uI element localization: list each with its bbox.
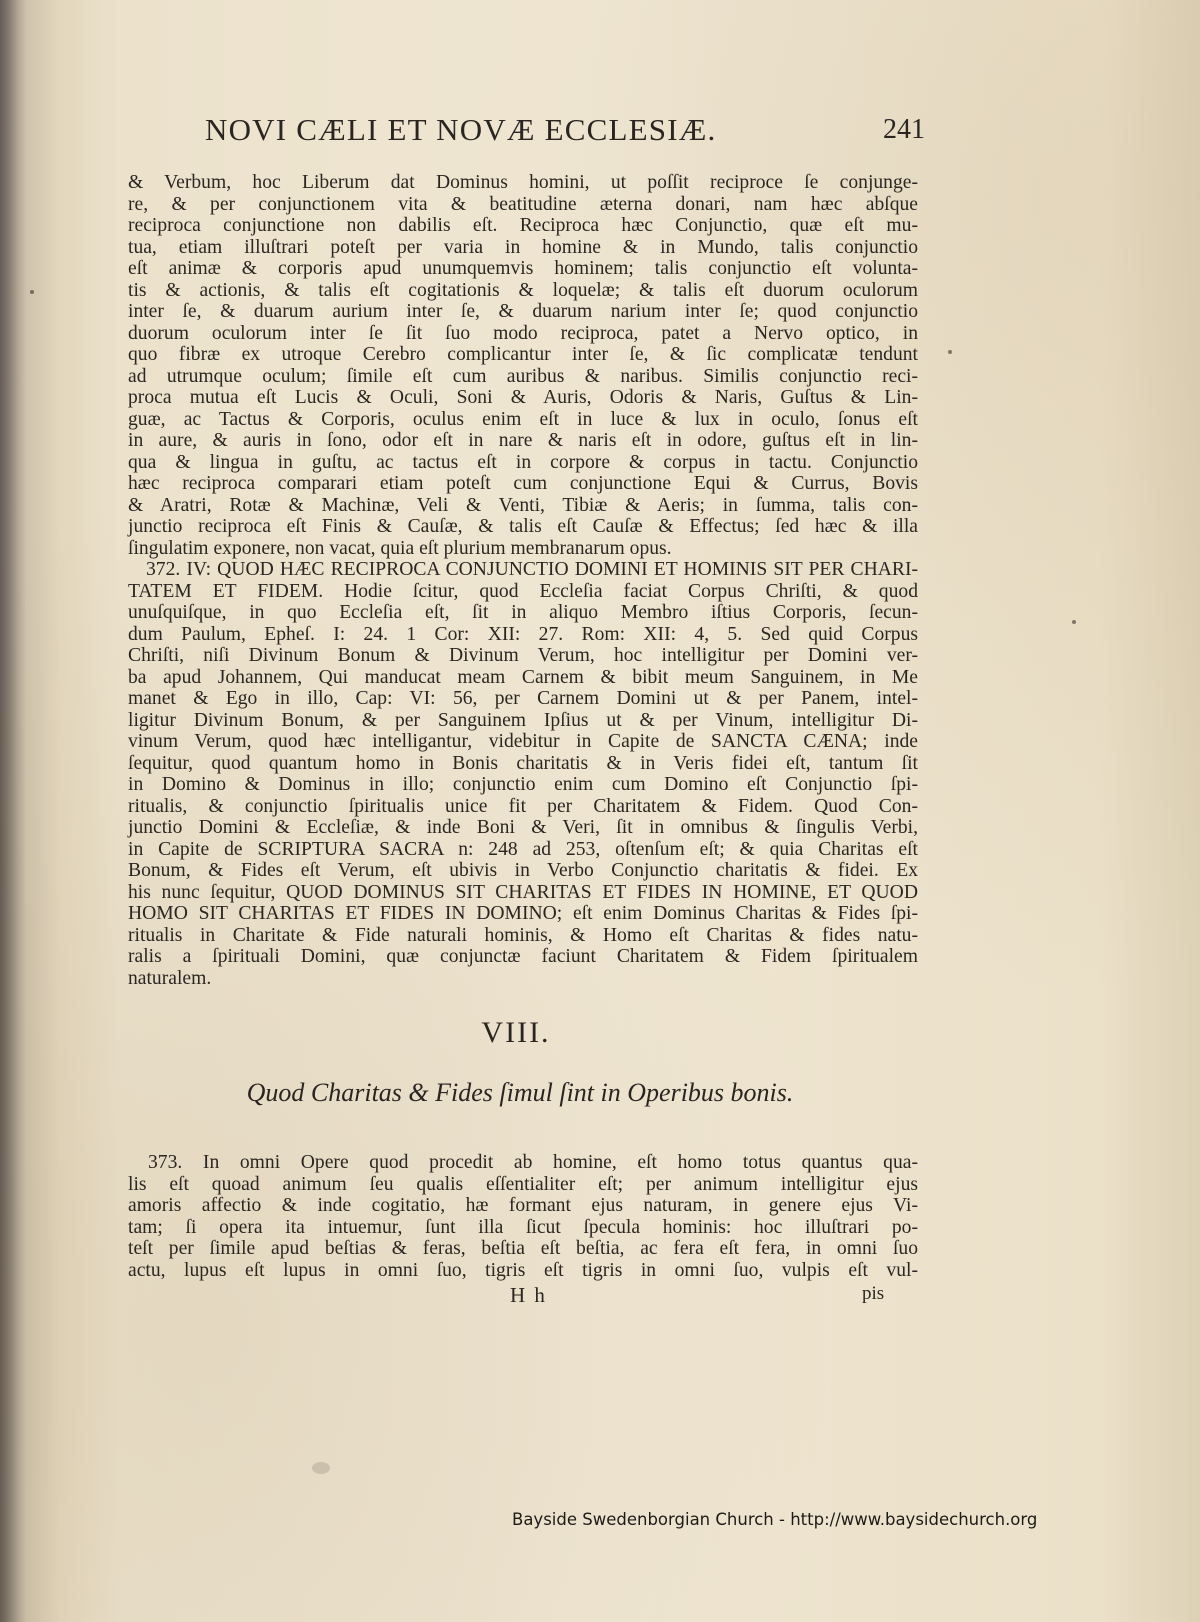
text-line: duorum oculorum inter ſe ſit ſuo modo reciproca, patet a Nervo optico, in xyxy=(128,322,918,344)
text-line: guæ, ac Tactus & Corporis, oculus enim eſt in luce & lux in oculo, ſonus eſt xyxy=(128,408,918,430)
text-line: in Domino & Dominus in illo; conjunctio enim cum Domino eſt Conjunctio ſpi- xyxy=(128,774,918,795)
text-line: ritualis, & conjunctio ſpiritualis unice fit per Charitatem & Fidem. Quod Con- xyxy=(128,795,918,817)
text-line: ba apud Johannem, Qui manducat meam Carnem & bibit meum Sanguinem, in Me xyxy=(128,666,918,688)
text-line: ligitur Divinum Bonum, & per Sanguinem Ipſius ut & per Vinum, intelligitur Di- xyxy=(128,709,918,731)
text-line: re, & per conjunctionem vita & beatitudine æterna donari, nam hæc abſque xyxy=(128,193,918,215)
text-line: reciproca conjunctione non dabilis eſt. Reciproca hæc Conjunctio, quæ eſt mu- xyxy=(128,215,918,236)
page-number: 241 xyxy=(883,114,925,145)
text-line: 372. IV: QUOD HÆC RECIPROCA CONJUNCTIO DOMINI ET HOMINIS SIT PER CHARI- xyxy=(146,559,918,580)
text-line: naturalem. xyxy=(128,967,212,989)
text-line: teſt per ſimile apud beſtias & feras, beſtia eſt beſtia, ac fera eſt fera, in omni ſuo xyxy=(128,1238,918,1259)
text-line: tua, etiam illuſtrari poteſt per varia in homine & in Mundo, talis conjunctio xyxy=(128,236,918,258)
text-line: vinum Verum, quod hæc intelligantur, videbitur in Capite de SANCTA CÆNA; inde xyxy=(128,731,918,752)
text-line: tam; ſi opera ita intuemur, ſunt illa ſicut ſpecula hominis: hoc illuſtrari po- xyxy=(128,1216,918,1238)
text-line: eſt animæ & corporis apud unumquemvis hominem; talis conjunctio eſt volunta- xyxy=(128,258,918,279)
text-line: tis & actionis, & talis eſt cogitationis & loquelæ; & talis eſt duorum oculorum xyxy=(128,279,918,301)
text-line: ritualis in Charitate & Fide naturali hominis, & Homo eſt Charitas & fides natu- xyxy=(128,924,918,946)
text-line: & Verbum, hoc Liberum dat Dominus homini, ut poſſit reciproce ſe conjunge- xyxy=(128,172,918,193)
text-line: in aure, & auris in ſono, odor eſt in nare & naris eſt in odore, guſtus eſt in lin- xyxy=(128,430,918,451)
text-line: manet & Ego in illo, Cap: VI: 56, per Carnem Domini ut & per Panem, intel- xyxy=(128,688,918,709)
text-line: HOMO SIT CHARITAS ET FIDES IN DOMINO; eſt enim Dominus Charitas & Fides ſpi- xyxy=(128,903,918,924)
text-line: ralis a ſpirituali Domini, quæ conjunctæ faciunt Charitatem & Fidem ſpiritualem xyxy=(128,946,918,967)
running-head-title: NOVI CÆLI ET NOVÆ ECCLESIÆ. xyxy=(205,112,717,147)
text-line: proca mutua eſt Lucis & Oculi, Soni & Auris, Odoris & Naris, Guſtus & Lin- xyxy=(128,387,918,408)
text-line: qua & lingua in guſtu, ac tactus eſt in corpore & corpus in tactu. Conjunctio xyxy=(128,451,918,473)
ink-smudge xyxy=(312,1462,330,1474)
text-line: dum Paulum, Epheſ. I: 24. 1 Cor: XII: 27. Rom: XII: 4, 5. Sed quid Corpus xyxy=(128,623,918,645)
text-line: junctio Domini & Eccleſiæ, & inde Boni & Veri, ſit in omnibus & ſingulis Verbi, xyxy=(128,817,918,838)
text-line: unuſquiſque, in quo Eccleſia eſt, ſit in aliquo Membro iſtius Corporis, ſecun- xyxy=(128,602,918,623)
text-line: his nunc ſequitur, QUOD DOMINUS SIT CHARITAS ET FIDES IN HOMINE, ET QUOD xyxy=(128,881,918,903)
text-line: ſequitur, quod quantum homo in Bonis charitatis & in Veris fidei eſt, tantum ſit xyxy=(128,752,918,774)
text-line: Chriſti, niſi Divinum Bonum & Divinum Verum, hoc intelligitur per Domini ver- xyxy=(128,645,918,666)
text-line: & Aratri, Rotæ & Machinæ, Veli & Venti, Tibiæ & Aeris; in ſumma, talis con- xyxy=(128,494,918,516)
text-line: TATEM ET FIDEM. Hodie ſcitur, quod Eccleſia faciat Corpus Chriſti, & quod xyxy=(128,580,918,602)
text-line: junctio reciproca eſt Finis & Cauſæ, & talis eſt Cauſæ & Effectus; ſed hæc & illa xyxy=(128,516,918,537)
text-line: Bonum, & Fides eſt Verum, eſt ubivis in Verbo Conjunctio charitatis & fidei. Ex xyxy=(128,860,918,881)
catchword: pis xyxy=(862,1283,885,1304)
paragraph-372 xyxy=(128,559,918,989)
running-head xyxy=(205,112,925,156)
section-number: VIII. xyxy=(481,1016,551,1049)
signature-mark: H h xyxy=(510,1283,547,1307)
paragraph-373 xyxy=(128,1152,918,1281)
text-line: in Capite de SCRIPTURA SACRA n: 248 ad 253, oſtenſum eſt; & quia Charitas eſt xyxy=(128,838,918,860)
paper-speck xyxy=(30,290,34,294)
text-line: lis eſt quoad animum ſeu qualis eſſentialiter eſt; per animum intelligitur ejus xyxy=(128,1173,918,1195)
text-line: amoris affectio & inde cogitatio, hæ formant ejus naturam, in genere ejus Vi- xyxy=(128,1195,918,1216)
main-text-block xyxy=(128,172,918,989)
paper-speck xyxy=(948,350,952,354)
section-title: Quod Charitas & Fides ſimul ſint in Operibus bonis. xyxy=(246,1078,794,1107)
text-line: ſingulatim exponere, non vacat, quia eſt plurium membranarum opus. xyxy=(128,537,672,559)
text-line: actu, lupus eſt lupus in omni ſuo, tigris eſt tigris in omni ſuo, vulpis eſt vul- xyxy=(128,1259,918,1281)
paragraph-1 xyxy=(128,172,918,559)
gutter-shadow xyxy=(0,0,26,1622)
footer-credit: Bayside Swedenborgian Church - http://www.baysidechurch.org xyxy=(512,1510,1038,1529)
text-line: hæc reciproca comparari etiam poteſt cum conjunctione Equi & Currus, Bovis xyxy=(128,473,918,494)
paper-speck xyxy=(1072,620,1076,624)
text-line: quo fibræ ex utroque Cerebro complicantur inter ſe, & ſic complicatæ tendunt xyxy=(128,344,918,365)
text-line: inter ſe, & duarum aurium inter ſe, & duarum narium inter ſe; quod conjunctio xyxy=(128,301,918,322)
text-line: 373. In omni Opere quod procedit ab homine, eſt homo totus quantus qua- xyxy=(148,1152,918,1173)
text-line: ad utrumque oculum; ſimile eſt cum auribus & naribus. Similis conjunctio reci- xyxy=(128,365,918,387)
